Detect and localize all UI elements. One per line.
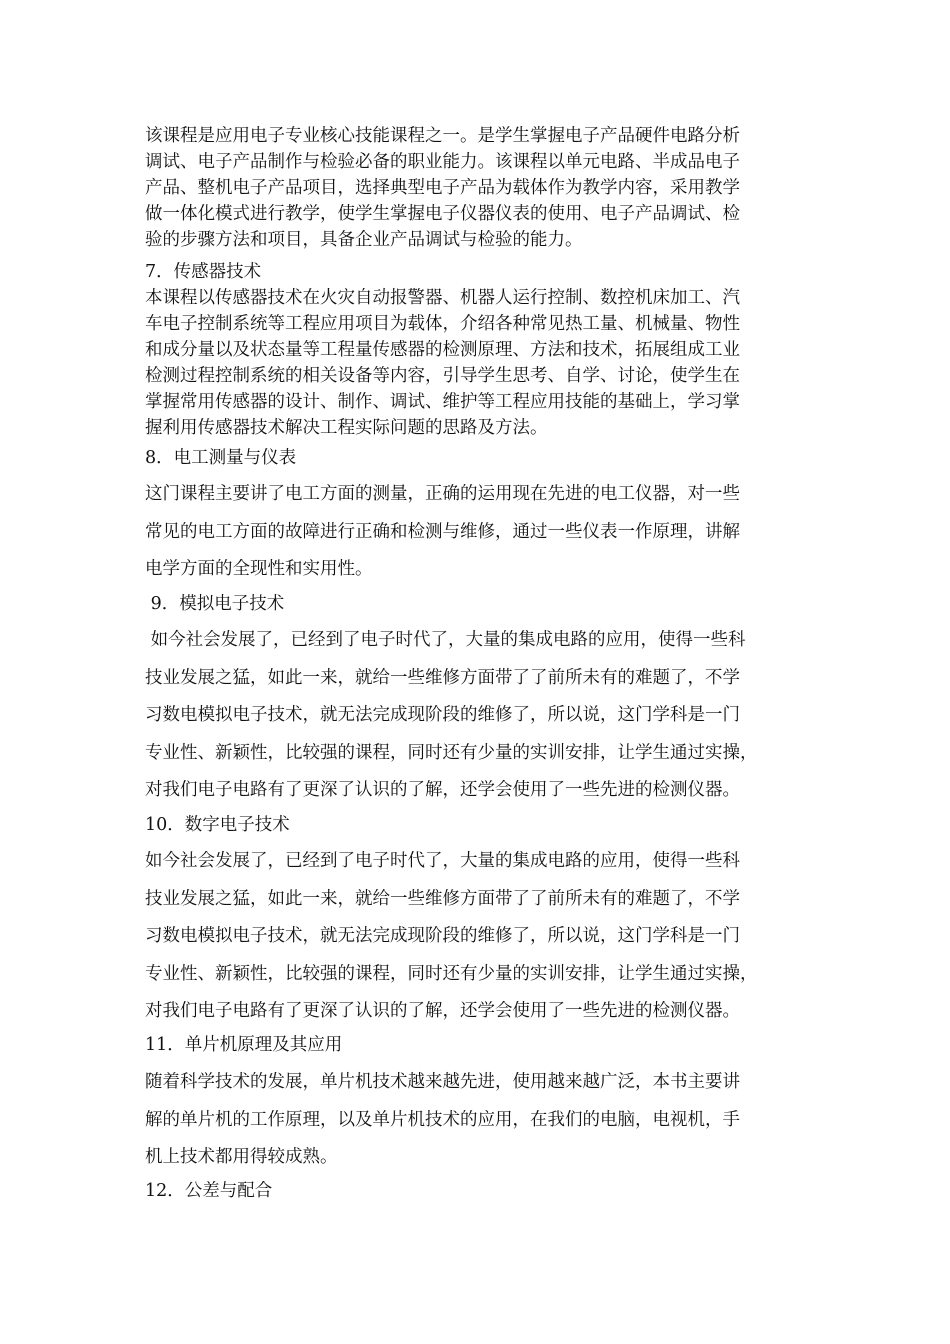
intro-paragraph <box>145 123 810 253</box>
paragraph-line: 检测过程控制系统的相关设备等内容，引导学生思考、自学、讨论，使学生在 <box>145 366 740 386</box>
section-heading: 7．传感器技术 <box>145 262 262 282</box>
section-paragraph <box>145 843 810 1031</box>
paragraph-line: 握利用传感器技术解决工程实际问题的思路及方法。 <box>145 418 548 438</box>
paragraph-line: 电学方面的全现性和实用性。 <box>145 559 373 579</box>
section-paragraph <box>145 622 810 810</box>
section-heading: 9．模拟电子技术 <box>145 594 285 614</box>
section-paragraph <box>145 476 810 589</box>
paragraph-line: 如今社会发展了，已经到了电子时代了，大量的集成电路的应用，使得一些科 <box>145 851 740 871</box>
paragraph-line: 产品、整机电子产品项目，选择典型电子产品为载体作为教学内容，采用教学 <box>145 178 740 198</box>
paragraph-line: 机上技术都用得较成熟。 <box>145 1147 338 1167</box>
section-heading: 11．单片机原理及其应用 <box>145 1035 343 1055</box>
paragraph-line: 这门课程主要讲了电工方面的测量，正确的运用现在先进的电工仪器，对一些 <box>145 484 740 504</box>
paragraph-line: 专业性、新颖性，比较强的课程，同时还有少量的实训安排，让学生通过实操， <box>145 963 758 984</box>
paragraph-line: 解的单片机的工作原理，以及单片机技术的应用，在我们的电脑，电视机，手 <box>145 1109 740 1130</box>
paragraph-line: 验的步骤方法和项目，具备企业产品调试与检验的能力。 <box>145 230 583 250</box>
section-paragraph <box>145 1064 810 1177</box>
paragraph-line: 掌握常用传感器的设计、制作、调试、维护等工程应用技能的基础上，学习掌 <box>145 392 740 412</box>
section-paragraph <box>145 285 810 441</box>
paragraph-line: 对我们电子电路有了更深了认识的了解，还学会使用了一些先进的检测仪器。 <box>145 1001 740 1021</box>
paragraph-line: 技业发展之猛，如此一来，就给一些维修方面带了了前所未有的难题了，不学 <box>145 888 740 909</box>
paragraph-line: 车电子控制系统等工程应用项目为载体，介绍各种常见热工量、机械量、物性 <box>145 314 740 334</box>
paragraph-line: 对我们电子电路有了更深了认识的了解，还学会使用了一些先进的检测仪器。 <box>145 780 740 800</box>
paragraph-line: 和成分量以及状态量等工程量传感器的检测原理、方法和技术，拓展组成工业 <box>145 340 740 360</box>
paragraph-line: 该课程是应用电子专业核心技能课程之一。是学生掌握电子产品硬件电路分析 <box>145 126 740 146</box>
paragraph-line: 专业性、新颖性，比较强的课程，同时还有少量的实训安排，让学生通过实操， <box>145 742 758 763</box>
section-heading: 10．数字电子技术 <box>145 815 290 835</box>
paragraph-line: 习数电模拟电子技术，就无法完成现阶段的维修了，所以说，这门学科是一门 <box>145 705 740 725</box>
paragraph-line: 本课程以传感器技术在火灾自动报警器、机器人运行控制、数控机床加工、汽 <box>145 288 740 308</box>
section-heading: 8．电工测量与仪表 <box>145 448 297 468</box>
paragraph-line: 技业发展之猛，如此一来，就给一些维修方面带了了前所未有的难题了，不学 <box>145 667 740 688</box>
paragraph-line: 习数电模拟电子技术，就无法完成现阶段的维修了，所以说，这门学科是一门 <box>145 926 740 946</box>
paragraph-line: 随着科学技术的发展，单片机技术越来越先进，使用越来越广泛，本书主要讲 <box>145 1072 740 1092</box>
paragraph-line: 常见的电工方面的故障进行正确和检测与维修，通过一些仪表一作原理，讲解 <box>145 521 740 542</box>
paragraph-line: 调试、电子产品制作与检验必备的职业能力。该课程以单元电路、半成品电子 <box>145 152 740 172</box>
paragraph-line: 做一体化模式进行教学，使学生掌握电子仪器仪表的使用、电子产品调试、检 <box>145 204 740 224</box>
section-heading: 12．公差与配合 <box>145 1181 273 1201</box>
paragraph-line: 如今社会发展了，已经到了电子时代了，大量的集成电路的应用，使得一些科 <box>145 630 746 650</box>
